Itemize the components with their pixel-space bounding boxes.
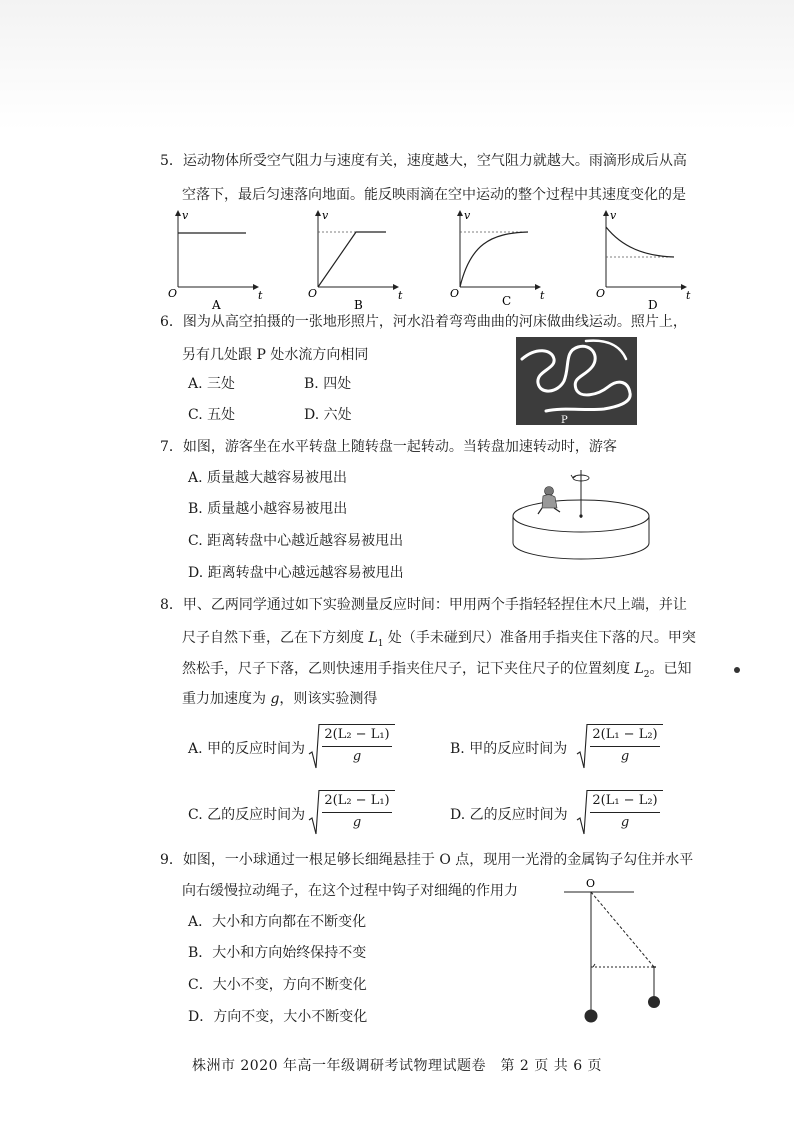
graph-a-label: A bbox=[212, 298, 221, 312]
q8-option-d: D. 乙的反应时间为 2(L₁ − L₂) g bbox=[450, 788, 700, 838]
graph-d-label: D bbox=[648, 298, 658, 312]
graph-d bbox=[596, 209, 691, 312]
var-l1: L bbox=[368, 630, 378, 646]
q8-line-4: 重力加速度为 g，则该实验测得 bbox=[182, 691, 378, 707]
q9-line-1: 9．如图，一小球通过一根足够长细绳悬挂于 O 点，现用一光滑的金属钩子勾住并水平 bbox=[160, 852, 694, 868]
q7-line-1: 7．如图，游客坐在水平转盘上随转盘一起转动。当转盘加速转动时，游客 bbox=[160, 439, 617, 455]
var-l2: L bbox=[634, 661, 644, 677]
graph-b-v-label: v bbox=[322, 209, 329, 222]
graph-b bbox=[308, 209, 403, 312]
q9-pendulum-figure bbox=[560, 876, 680, 1026]
q7-option-a: A. 质量越大越容易被甩出 bbox=[188, 470, 348, 486]
graph-b-label: B bbox=[354, 298, 363, 312]
q9-ball-initial bbox=[585, 1010, 598, 1023]
q7-turntable-figure bbox=[510, 462, 652, 562]
graph-c-t-label: t bbox=[540, 289, 545, 302]
graph-b-curve bbox=[318, 232, 386, 287]
q8-option-b: B. 甲的反应时间为 2(L₁ − L₂) g bbox=[450, 722, 700, 772]
scan-shadow bbox=[0, 0, 794, 130]
q8-line-1: 8．甲、乙两同学通过如下实验测量反应时间：甲用两个手指轻轻捏住木尺上端，并让 bbox=[160, 597, 687, 613]
graph-d-origin: O bbox=[596, 287, 606, 300]
q9-pulled-rope bbox=[591, 892, 654, 967]
q6-option-c: C. 五处 bbox=[188, 407, 236, 423]
q6-option-d: D. 六处 bbox=[304, 407, 352, 423]
q9-ball-moved bbox=[648, 996, 660, 1008]
graph-c-origin: O bbox=[450, 287, 460, 300]
page-footer: 株洲市 2020 年高一年级调研考试物理试题卷 第 2 页 共 6 页 bbox=[191, 1058, 603, 1074]
q9-option-b: B．大小和方向始终保持不变 bbox=[188, 945, 367, 961]
q6-line-1: 6．图为从高空拍摄的一张地形照片，河水沿着弯弯曲曲的河床做曲线运动。照片上， bbox=[160, 314, 687, 330]
q7-option-d: D. 距离转盘中心越远越容易被甩出 bbox=[188, 565, 404, 581]
q8-option-b-denominator: g bbox=[620, 749, 630, 764]
q5-line-1: 5．运动物体所受空气阻力与速度有关，速度越大，空气阻力就越大。雨滴形成后从高 bbox=[160, 153, 687, 169]
q6-point-p-label: P bbox=[561, 415, 568, 425]
q6-river-photo bbox=[516, 337, 637, 425]
graph-a-v-label: v bbox=[182, 209, 189, 222]
q8-option-a-numerator: 2(L₂ − L₁) bbox=[324, 727, 390, 742]
q9-option-d: D．方向不变，大小不断变化 bbox=[188, 1009, 368, 1025]
graph-b-origin: O bbox=[308, 287, 318, 300]
q8-option-c-numerator: 2(L₂ − L₁) bbox=[324, 793, 390, 808]
q8-option-a: A. 甲的反应时间为 2(L₂ − L₁) g bbox=[188, 722, 438, 772]
q7-option-c: C. 距离转盘中心越近越容易被甩出 bbox=[188, 533, 404, 549]
graph-c-v-label: v bbox=[464, 209, 471, 222]
q8-option-b-numerator: 2(L₁ − L₂) bbox=[592, 727, 658, 742]
q9-option-a: A．大小和方向都在不断变化 bbox=[188, 914, 367, 930]
q7-option-b: B. 质量越小越容易被甩出 bbox=[188, 501, 348, 517]
q6-option-b: B. 四处 bbox=[304, 376, 352, 392]
q8-line-3: 然松手，尺子下落，乙则快速用手指夹住尺子，记下夹住尺子的位置刻度 $L_2$。已知 bbox=[182, 661, 692, 680]
graph-c-curve bbox=[460, 232, 528, 287]
graph-c-label: C bbox=[502, 294, 512, 308]
q8-line-2: 尺子自然下垂，乙在下方刻度 $L_1$ 处（手未碰到尺）准备用手指夹住下落的尺。甲突 bbox=[182, 630, 696, 649]
graph-d-v-label: v bbox=[610, 209, 617, 222]
graph-a-t-label: t bbox=[258, 289, 263, 302]
graph-d-t-label: t bbox=[686, 289, 691, 302]
q9-line-2: 向右缓慢拉动绳子，在这个过程中钩子对细绳的作用力 bbox=[182, 883, 518, 899]
q8-option-d-numerator: 2(L₁ − L₂) bbox=[592, 793, 658, 808]
q8-option-c-denominator: g bbox=[352, 815, 362, 830]
q9-option-c: C．大小不变，方向不断变化 bbox=[188, 977, 367, 993]
var-g: g bbox=[270, 691, 280, 707]
q8-option-c: C. 乙的反应时间为 2(L₂ − L₁) g bbox=[188, 788, 438, 838]
q8-option-a-denominator: g bbox=[352, 749, 362, 764]
q6-option-a: A. 三处 bbox=[188, 376, 236, 392]
q8-option-d-denominator: g bbox=[620, 815, 630, 830]
graph-a bbox=[168, 209, 263, 312]
q9-point-o-label: O bbox=[586, 877, 596, 890]
q5-line-2: 空落下，最后匀速落向地面。能反映雨滴在空中运动的整个过程中其速度变化的是 bbox=[182, 187, 686, 203]
margin-mark bbox=[734, 667, 740, 673]
graph-c bbox=[450, 209, 545, 308]
graph-a-origin: O bbox=[168, 287, 178, 300]
q5-graphs bbox=[160, 205, 720, 315]
q6-line-2: 另有几处跟 P 处水流方向相同 bbox=[182, 347, 369, 363]
graph-d-curve bbox=[606, 227, 674, 257]
graph-b-t-label: t bbox=[398, 289, 403, 302]
